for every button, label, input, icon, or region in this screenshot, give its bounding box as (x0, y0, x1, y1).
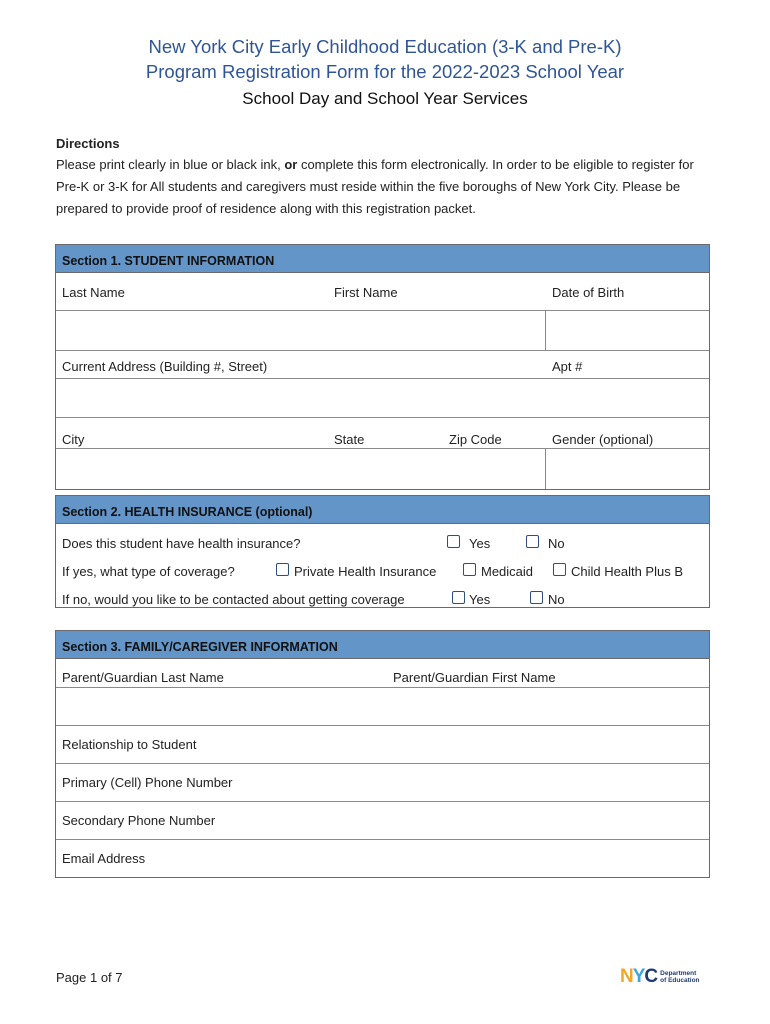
primary-phone-label: Primary (Cell) Phone Number (62, 775, 233, 790)
address-label: Current Address (Building #, Street) (62, 359, 268, 374)
child-health-plus-checkbox[interactable] (553, 563, 566, 576)
first-name-label: First Name (334, 285, 398, 300)
section-student-information (55, 244, 710, 490)
private-insurance-label: Private Health Insurance (294, 564, 437, 579)
section1-heading: Section 1. STUDENT INFORMATION (56, 245, 709, 273)
guardian-name-field[interactable] (56, 688, 709, 725)
has-insurance-question: Does this student have health insurance? (62, 536, 301, 551)
medicaid-label: Medicaid (481, 564, 534, 579)
dob-label: Date of Birth (552, 285, 625, 300)
secondary-phone-row[interactable] (56, 802, 709, 840)
guardian-last-name-label: Parent/Guardian Last Name (62, 670, 224, 685)
city-state-zip-field[interactable] (56, 449, 545, 489)
has-insurance-yes-checkbox[interactable] (447, 535, 460, 548)
directions-text-part2: complete this form electronically. In order to be eligible to register for Pre-K or 3-K for All students and caregivers must reside within the five boroughs of New York City. Please be prepared to provide proof of residence along with this registration packet. (56, 157, 694, 216)
relationship-label: Relationship to Student (62, 737, 197, 752)
directions-text (56, 154, 716, 220)
logo-letter-c: C (644, 966, 658, 987)
directions-text-bold: or (284, 157, 298, 172)
student-name-input-row (56, 311, 709, 351)
form-title-line2: Program Registration Form for the 2022-2023 School Year (145, 61, 625, 82)
logo-letter-n: N (620, 966, 633, 987)
logo-department-text: Department of Education (660, 970, 700, 984)
section2-heading: Section 2. HEALTH INSURANCE (optional) (56, 496, 709, 524)
contact-coverage-no-label: No (548, 592, 565, 607)
apt-label: Apt # (552, 359, 583, 374)
guardian-name-label-row (56, 659, 709, 688)
coverage-type-question: If yes, what type of coverage? (62, 564, 235, 579)
guardian-name-input-row (56, 688, 709, 726)
last-name-label: Last Name (62, 285, 125, 300)
gender-field[interactable] (546, 449, 709, 489)
dob-field[interactable] (546, 311, 709, 350)
has-insurance-no-label: No (548, 536, 565, 551)
has-insurance-no-checkbox[interactable] (526, 535, 539, 548)
address-input-row (56, 379, 709, 418)
contact-coverage-question: If no, would you like to be contacted about getting coverage (62, 592, 405, 607)
city-label: City (62, 432, 85, 447)
child-health-plus-label: Child Health Plus B (571, 564, 683, 579)
gender-label: Gender (optional) (552, 432, 654, 447)
city-input-row (56, 449, 709, 489)
section-health-insurance (55, 495, 710, 608)
state-label: State (334, 432, 365, 447)
student-name-row (56, 273, 709, 311)
contact-coverage-yes-label: Yes (469, 592, 491, 607)
primary-phone-row[interactable] (56, 764, 709, 802)
contact-coverage-no-checkbox[interactable] (530, 591, 543, 604)
page-number: Page 1 of 7 (56, 970, 123, 985)
form-title-line1: New York City Early Childhood Education (3-K and Pre-K) (148, 36, 622, 57)
relationship-row[interactable] (56, 726, 709, 764)
contact-coverage-yes-checkbox[interactable] (452, 591, 465, 604)
address-label-row (56, 351, 709, 379)
email-row[interactable] (56, 840, 709, 877)
section-family-caregiver (55, 630, 710, 878)
logo-letter-y: Y (632, 966, 645, 987)
has-insurance-yes-label: Yes (469, 536, 491, 551)
health-insurance-questions (56, 524, 709, 608)
medicaid-checkbox[interactable] (463, 563, 476, 576)
secondary-phone-label: Secondary Phone Number (62, 813, 216, 828)
directions-heading: Directions (56, 136, 120, 151)
directions-text-part1: Please print clearly in blue or black ink, (56, 157, 285, 172)
address-field[interactable] (56, 379, 709, 417)
private-insurance-checkbox[interactable] (276, 563, 289, 576)
guardian-first-name-label: Parent/Guardian First Name (393, 670, 556, 685)
section3-heading: Section 3. FAMILY/CAREGIVER INFORMATION (56, 631, 709, 659)
city-label-row (56, 418, 709, 449)
last-first-name-field[interactable] (56, 311, 545, 350)
nyc-doe-logo (620, 966, 700, 988)
email-label: Email Address (62, 851, 146, 866)
nyc-logo-icon (620, 966, 657, 988)
zip-label: Zip Code (449, 432, 502, 447)
form-subtitle: School Day and School Year Services (242, 89, 528, 108)
